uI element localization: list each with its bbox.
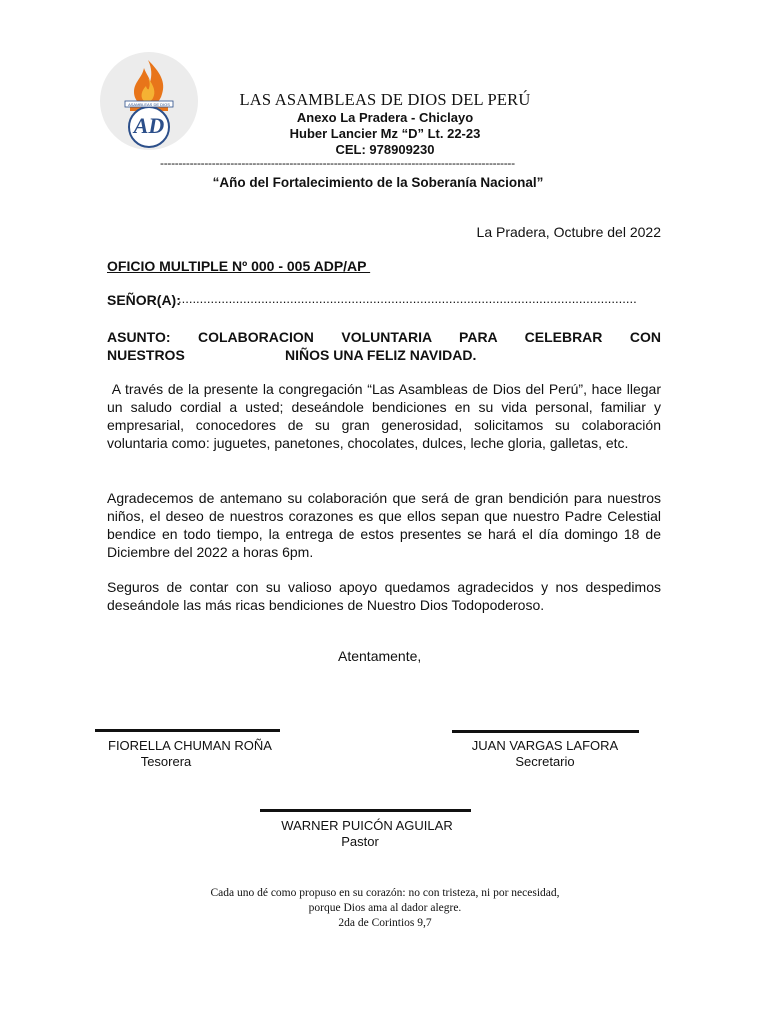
signer-role: Secretario: [515, 754, 575, 769]
verse-reference: 2da de Corintios 9,7: [338, 917, 432, 929]
letter-date: La Pradera, Octubre del 2022: [476, 224, 661, 240]
signature-line-treasurer: [95, 729, 280, 732]
subject-block: [107, 328, 661, 364]
signature-treasurer: [100, 738, 280, 770]
body-paragraph-2: Agradecemos de antemano su colaboración que será de gran bendición para nuestros niños, el deseo de nuestros corazones es que ellos sepan que nuestro Padre Celestial bendice en todo tiempo, la entrega de estos presentes se hará el día domingo 18 de Diciembre del 2022 a horas 6pm.: [107, 490, 661, 560]
signer-role: Tesorera: [140, 754, 192, 769]
header-address-line-1: Anexo La Pradera - Chiclayo: [296, 110, 474, 125]
signature-line-pastor: [260, 809, 471, 812]
verse-line-1: Cada uno dé como propuso en su corazón: no con tristeza, ni por necesidad,: [210, 887, 560, 899]
subject-line-2-start: NUESTROS: [107, 347, 185, 363]
subject-line-2: [107, 346, 661, 364]
signature-pastor: [264, 818, 470, 850]
header-phone: CEL: 978909230: [335, 142, 435, 157]
logo-monogram: AD: [133, 113, 165, 138]
closing-salutation: Atentamente,: [338, 648, 422, 664]
signer-name: JUAN VARGAS LAFORA: [471, 738, 619, 753]
signature-line-secretary: [452, 730, 639, 733]
body-paragraph-1: A través de la presente la congregación “Las Asambleas de Dios del Perú”, hace llegar un saludo cordial a usted; deseándole bendiciones en su vida personal, familiar y empresarial, conocedores de su gran generosidad, solicitamos su colaboración voluntaria como: juguetes, panetones, chocolates, dulces, leche gloria, galletas, etc.: [107, 381, 665, 451]
logo-ring-text: ASAMBLEAS DE DIOS: [128, 101, 170, 107]
letter-reference: OFICIO MULTIPLE Nº 000 - 005 ADP/AP: [107, 258, 371, 274]
recipient-label: SEÑOR(A):: [107, 292, 181, 308]
signer-role: Pastor: [341, 834, 379, 849]
subject-line-2-end: NIÑOS UNA FELIZ NAVIDAD.: [285, 347, 477, 363]
church-logo: [100, 52, 198, 150]
bible-verse: [180, 886, 590, 931]
signature-secretary: [462, 738, 628, 770]
header-separator: ------------------------------------------------------------------------------------------------: [160, 156, 515, 170]
header-address-line-2: Huber Lancier Mz “D” Lt. 22-23: [289, 126, 481, 141]
body-paragraph-3: Seguros de contar con su valioso apoyo quedamos agradecidos y nos despedimos deseándole las más ricas bendiciones de Nuestro Dios Todopoderoso.: [107, 579, 661, 613]
signer-name: FIORELLA CHUMAN ROÑA: [108, 738, 272, 753]
subject-line-1: ASUNTO: COLABORACION VOLUNTARIA PARA CELEBRAR CON: [107, 329, 661, 345]
signer-name: WARNER PUICÓN AGUILAR: [281, 818, 453, 833]
year-motto: “Año del Fortalecimiento de la Soberanía Nacional”: [212, 175, 544, 190]
recipient-blank: ...............................................................................................................................: [178, 291, 637, 306]
verse-line-2: porque Dios ama al dador alegre.: [308, 902, 462, 914]
organization-title: LAS ASAMBLEAS DE DIOS DEL PERÚ: [239, 90, 531, 109]
